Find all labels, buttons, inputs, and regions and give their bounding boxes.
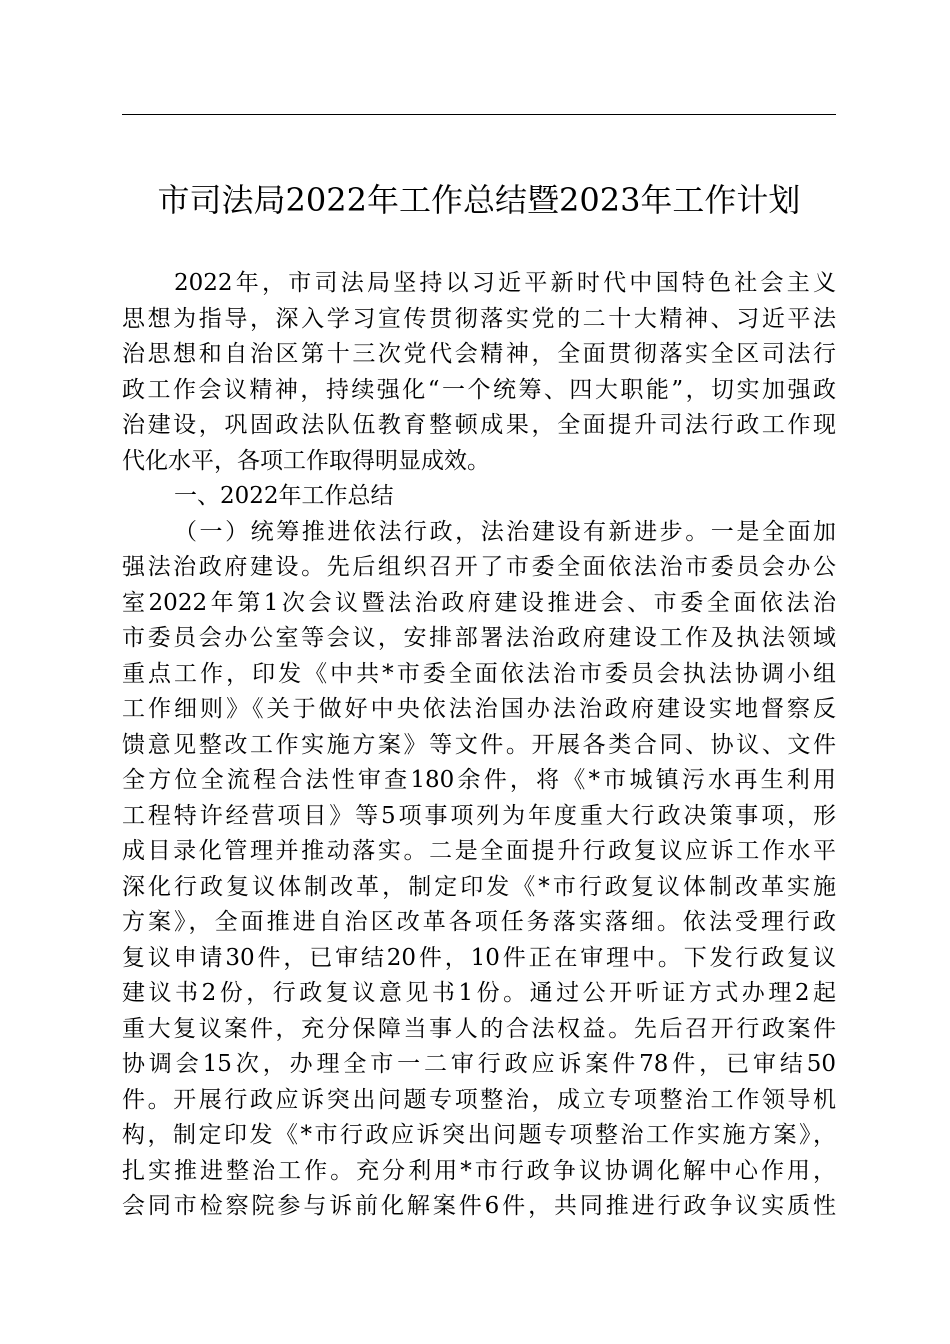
text-line: 代化水平，各项工作取得明显成效。 xyxy=(122,447,490,474)
text-line: 会同市检察院参与诉前化解案件6件，共同推进行政争议实质性 xyxy=(122,1193,836,1219)
text-line: （一）统筹推进依法行政，法治建设有新进步。一是全面加 xyxy=(174,518,836,545)
text-line: 政工作会议精神，持续强化“一个统筹、四大职能”，切实加强政 xyxy=(122,376,836,403)
text-line: 工程特许经营项目》等5项事项列为年度重大行政决策事项，形 xyxy=(122,802,836,829)
text-line: 重大复议案件，充分保障当事人的合法权益。先后召开行政案件 xyxy=(122,1015,836,1042)
text-line: 重点工作，印发《中共*市委全面依法治市委员会执法协调小组 xyxy=(122,660,836,687)
text-line: 全方位全流程合法性审查180余件，将《*市城镇污水再生利用 xyxy=(122,767,836,793)
text-line: 治思想和自治区第十三次党代会精神，全面贯彻落实全区司法行 xyxy=(122,341,836,367)
text-line: 思想为指导，深入学习宣传贯彻落实党的二十大精神、习近平法 xyxy=(122,305,836,332)
text-line: 建议书2份，行政复议意见书1份。通过公开听证方式办理2起 xyxy=(122,980,836,1006)
text-line: 协调会15次，办理全市一二审行政应诉案件78件，已审结50 xyxy=(122,1051,836,1077)
document-title: 市司法局2022年工作总结暨2023年工作计划 xyxy=(157,181,801,219)
text-line: 工作细则》《关于做好中央依法治国办法治政府建设实地督察反 xyxy=(122,696,836,722)
document-body xyxy=(122,266,836,1225)
text-line: 件。开展行政应诉突出问题专项整治，成立专项整治工作领导机 xyxy=(122,1086,836,1113)
text-line: 复议申请30件，已审结20件，10件正在审理中。下发行政复议 xyxy=(122,944,836,971)
header-rule xyxy=(122,114,836,115)
text-line: 强法治政府建设。先后组织召开了市委全面依法治市委员会办公 xyxy=(122,554,836,580)
text-line: 市委员会办公室等会议，安排部署法治政府建设工作及执法领域 xyxy=(122,625,836,651)
section-heading: 一、2022年工作总结 xyxy=(174,483,394,509)
text-line: 治建设，巩固政法队伍教育整顿成果，全面提升司法行政工作现 xyxy=(122,412,836,438)
text-line: 方案》，全面推进自治区改革各项任务落实落细。依法受理行政 xyxy=(122,909,836,935)
text-line: 馈意见整改工作实施方案》等文件。开展各类合同、协议、文件 xyxy=(122,731,836,758)
text-line: 室2022年第1次会议暨法治政府建设推进会、市委全面依法治 xyxy=(122,589,836,616)
text-line: 深化行政复议体制改革，制定印发《*市行政复议体制改革实施 xyxy=(122,873,836,900)
text-line: 成目录化管理并推动落实。二是全面提升行政复议应诉工作水平 xyxy=(122,838,836,864)
text-line: 2022年，市司法局坚持以习近平新时代中国特色社会主义 xyxy=(174,270,836,296)
text-line: 构，制定印发《*市行政应诉突出问题专项整治工作实施方案》， xyxy=(122,1122,836,1148)
text-line: 扎实推进整治工作。充分利用*市行政争议协调化解中心作用， xyxy=(122,1157,836,1184)
